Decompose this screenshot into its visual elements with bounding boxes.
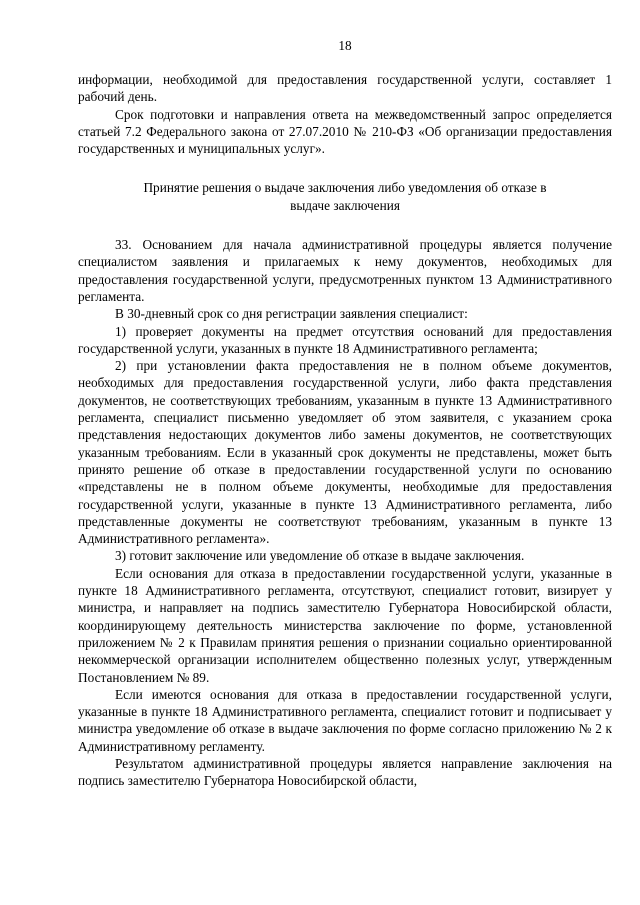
paragraph-subitem-2: 2) при установлении факта предоставления не в полном объеме документов, необходимых для предоставления государственной услуги, либо факта представления документов, не соответствующих требованиям, указанным в пункте 13 Административного регламента, специалист письменно уведомляет об этом заявителя, с указанием срока представления недостающих документов либо замены документов, не соответствующих указанным требованиям. Если в указанный срок документы не представлены, может быть принято решение об отказе в предоставлении государственной услуги по основанию «представлены не в полном объеме документы, необходимые для предоставления государственной услуги, указанные в пункте 13 Административного регламента, либо представленные документы не соответствуют требованиям, указанным в пункте 13 Административного регламента».	[78, 358, 612, 547]
section-heading: Принятие решения о выдаче заключения либо уведомления об отказе в выдаче заключения	[143, 180, 547, 213]
document-body	[78, 71, 612, 790]
paragraph-continuation: информации, необходимой для предоставления государственной услуги, составляет 1 рабочий день.	[78, 72, 612, 105]
paragraph-item-33: 33. Основанием для начала административной процедуры является получение специалистом заявления и прилагаемых к нему документов, необходимых для предоставления государственной услуги, предусмотренных пунктом 13 Административного регламента.	[78, 237, 612, 304]
paragraph-grounds-exist: Если имеются основания для отказа в предоставлении государственной услуги, указанные в пункте 18 Административного регламента, специалист готовит и подписывает у министра уведомление об отказе в выдаче заключения по форме согласно приложению № 2 к Административному регламенту.	[78, 686, 612, 754]
paragraph-deadline: Срок подготовки и направления ответа на межведомственный запрос определяется статьей 7.2 Федерального закона от 27.07.2010 № 210-ФЗ «Об организации предоставления государственных и муниципальных услуг».	[78, 106, 612, 157]
page-number: 18	[338, 38, 352, 53]
paragraph-subitem-3: 3) готовит заключение или уведомление об отказе в выдаче заключения.	[115, 548, 525, 564]
paragraph-30-day-term: В 30-дневный срок со дня регистрации заявления специалист:	[115, 306, 468, 322]
paragraph-result: Результатом административной процедуры является направление заключения на подпись заместителю Губернатора Новосибирской области,	[78, 755, 612, 789]
paragraph-subitem-1: 1) проверяет документы на предмет отсутствия оснований для предоставления государственной услуги, указанных в пункте 18 Административного регламента;	[78, 323, 612, 356]
paragraph-no-grounds: Если основания для отказа в предоставлении государственной услуги, указанные в пункте 18 Административного регламента, отсутствуют, специалист готовит, визирует у министра, и направляет на подпись заместителю Губернатора Новосибирской области, координирующему деятельность министерства заключение по форме, установленной приложением № 2 к Правилам принятия решения о признании социально ориентированной некоммерческой организации исполнителем общественно полезных услуг, утвержденным Постановлением № 89.	[78, 565, 612, 685]
